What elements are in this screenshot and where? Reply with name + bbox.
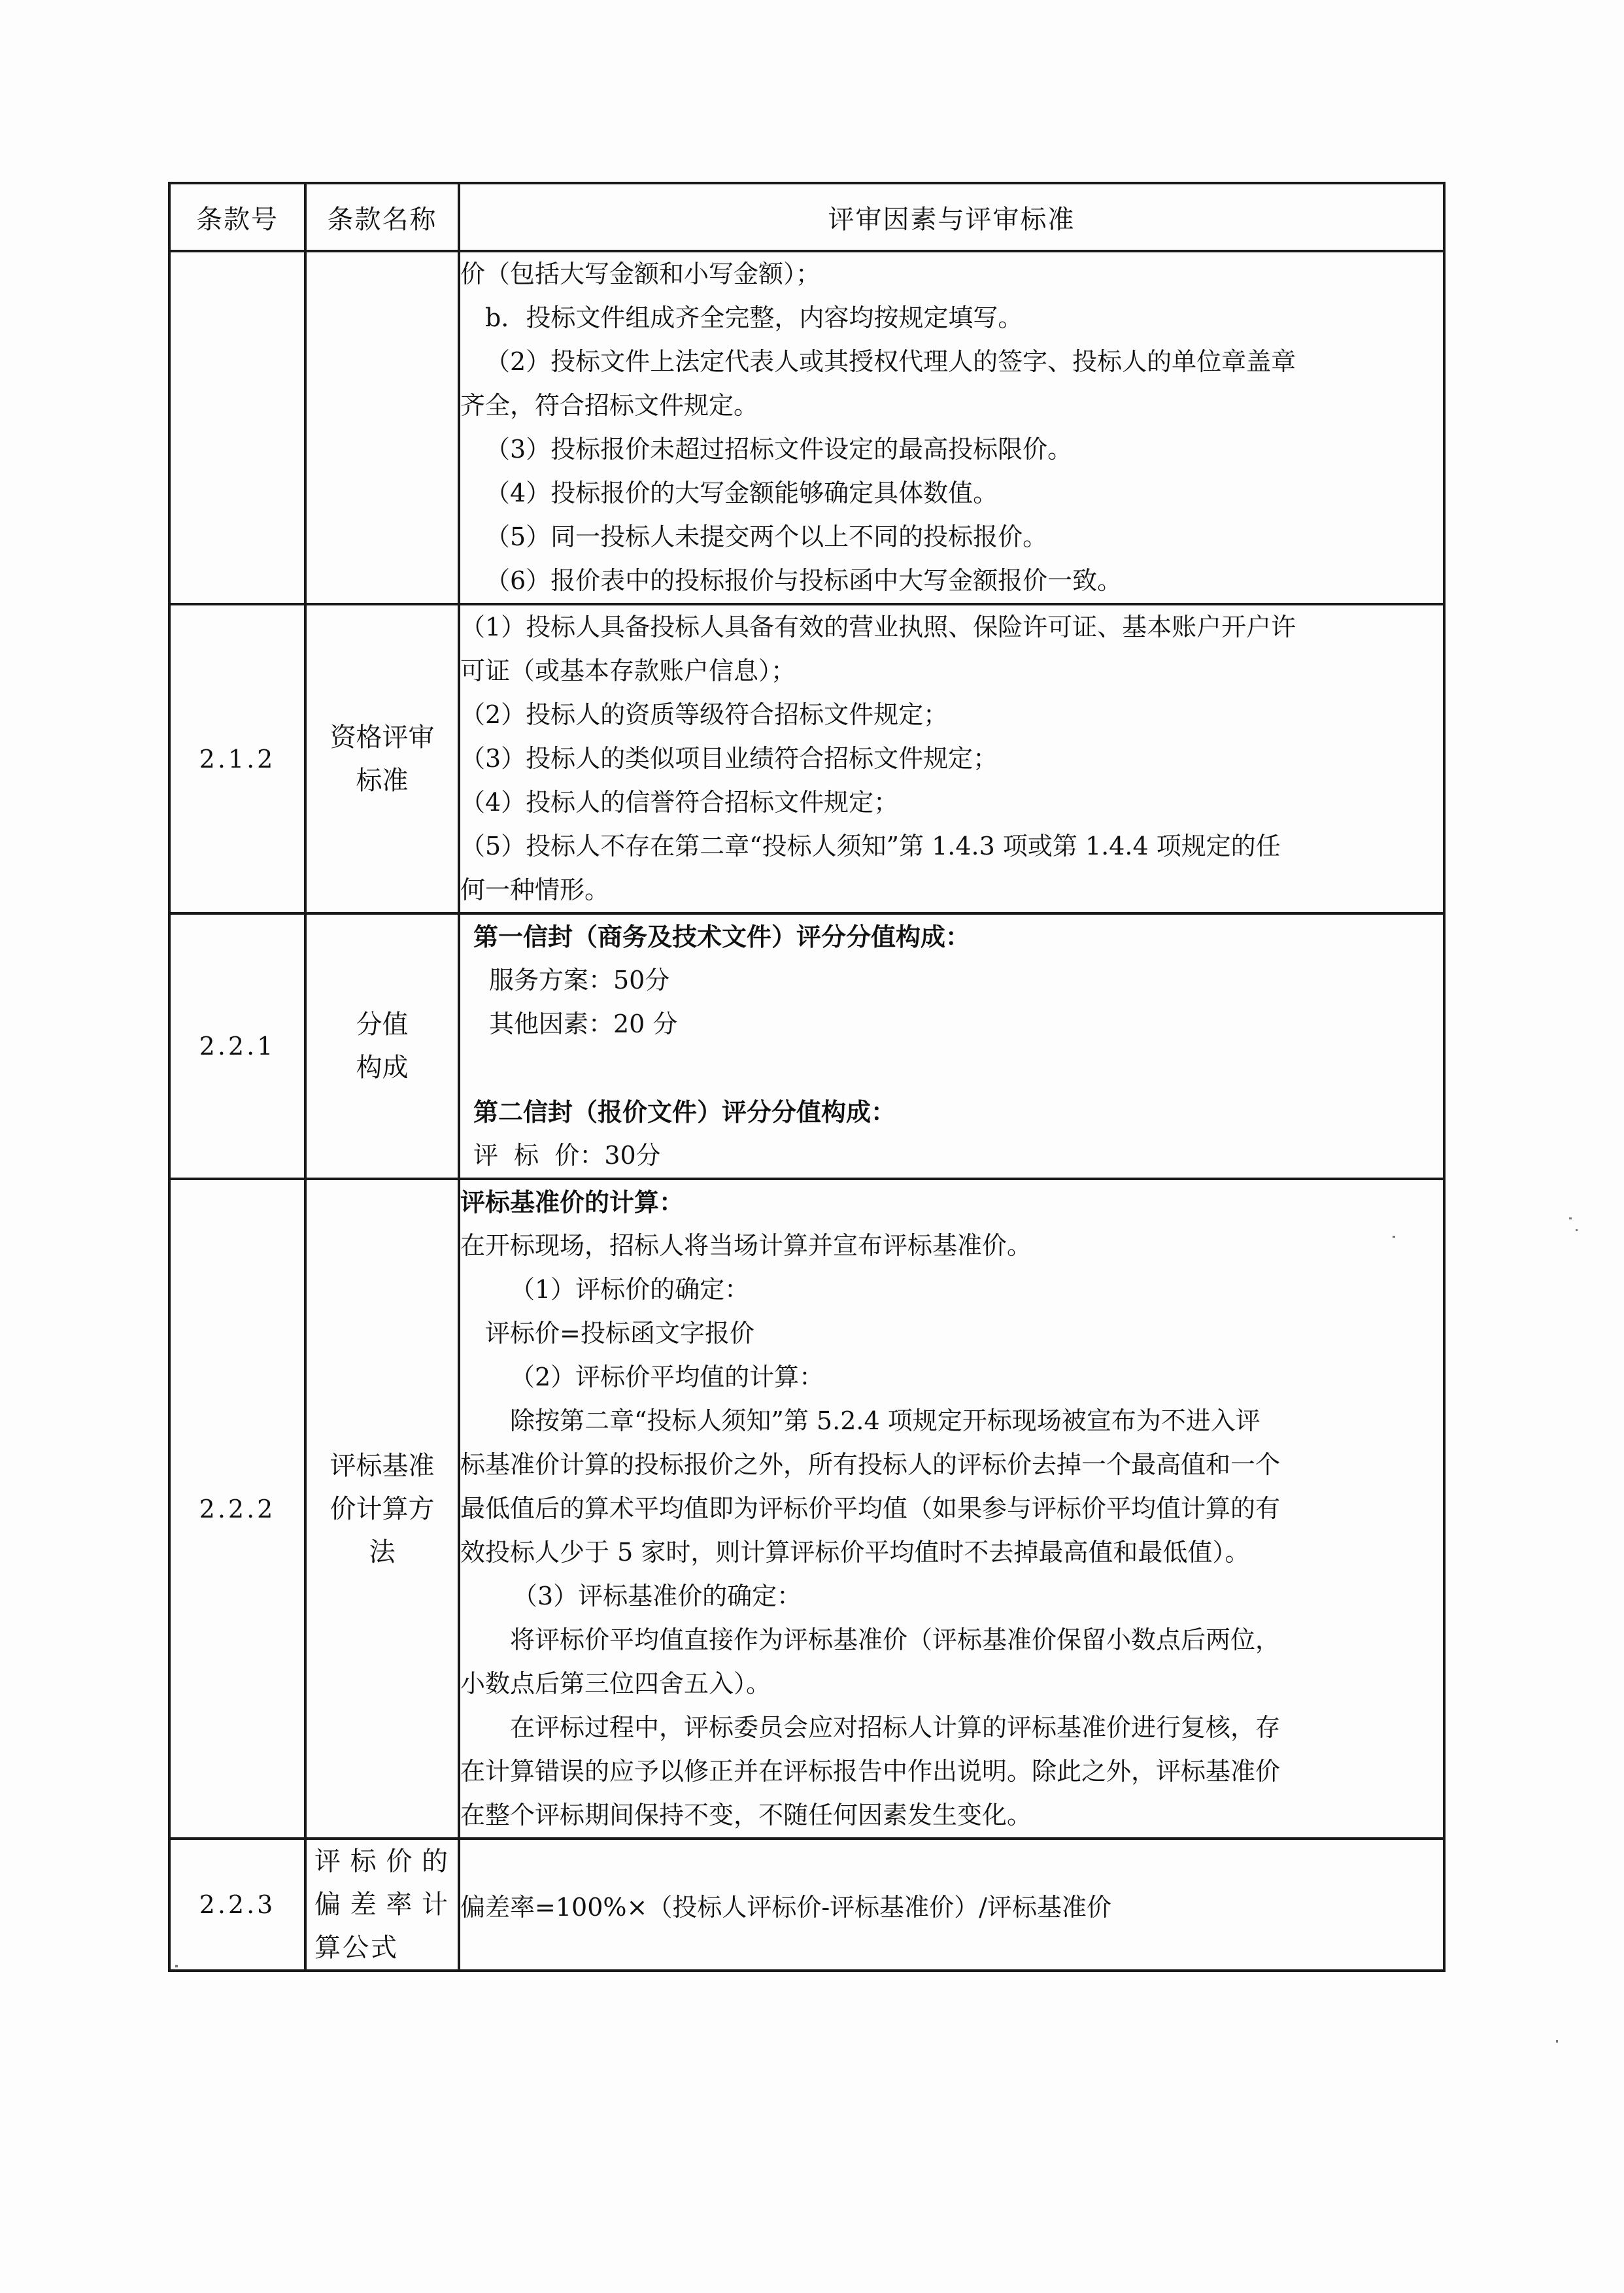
scan-speck [175, 1965, 178, 1967]
content-line: （2）投标人的资质等级符合招标文件规定； [460, 700, 949, 729]
deviation-formula: 偏差率=100%×（投标人评标价-评标基准价）/评标基准价 [459, 1839, 1444, 1971]
content-line: （1）投标人具备投标人具备有效的营业执照、保险许可证、基本账户开户许 [460, 613, 1296, 641]
content-line: 齐全，符合招标文件规定。 [460, 391, 759, 420]
clause-name [305, 913, 459, 1179]
content-line: 除按第二章“投标人须知”第 5.2.4 项规定开标现场被宣布为不进入评 [510, 1406, 1260, 1435]
clause-number: 2.2.2 [169, 1179, 305, 1839]
score-item: 服务方案：50分 [489, 966, 670, 994]
content-line: 价（包括大写金额和小写金额）； [460, 260, 821, 288]
score-item: 评 标 价：30分 [473, 1141, 661, 1170]
content-line: （2）评标价平均值的计算： [510, 1363, 824, 1391]
criteria-content [459, 1179, 1444, 1839]
content-line: （4）投标报价的大写金额能够确定具体数值。 [485, 479, 998, 507]
content-line: 在计算错误的应予以修正并在评标报告中作出说明。除此之外，评标基准价 [460, 1757, 1281, 1786]
score-heading: 第二信封（报价文件）评分分值构成： [473, 1097, 896, 1127]
clause-name-line: 评标价的 [314, 1846, 450, 1877]
header-clause-number: 条款号 [169, 183, 305, 251]
clause-number: 2.2.1 [169, 913, 305, 1179]
table-row [169, 1179, 1444, 1839]
content-line: 评标价=投标函文字报价 [485, 1319, 754, 1348]
table-header-row [169, 183, 1444, 251]
spacer [460, 1046, 1443, 1090]
content-line: 可证（或基本存款账户信息）； [460, 656, 796, 685]
clause-name [305, 1179, 459, 1839]
content-line: （3）评标基准价的确定： [513, 1582, 802, 1610]
content-line: 最低值后的算术平均值即为评标价平均值（如果参与评标价平均值计算的有 [460, 1494, 1281, 1523]
clause-name-line: 资格评审 [330, 722, 435, 753]
clause-name-line: 评标基准 [330, 1450, 435, 1481]
content-line: 效投标人少于 5 家时，则计算评标价平均值时不去掉最高值和最低值）。 [460, 1538, 1250, 1567]
clause-name [305, 251, 459, 604]
scan-speck [1393, 1236, 1395, 1238]
table-row [169, 1839, 1444, 1971]
criteria-content [459, 913, 1444, 1179]
table-row [169, 251, 1444, 604]
content-line: b．投标文件组成齐全完整，内容均按规定填写。 [485, 303, 1023, 332]
content-line: （1）评标价的确定： [510, 1275, 750, 1304]
scan-speck [1569, 1217, 1572, 1219]
clause-name [305, 1839, 459, 1971]
clause-name-line: 算公式 [314, 1933, 399, 1963]
clause-number [169, 251, 305, 604]
content-line: 在整个评标期间保持不变，不随任何因素发生变化。 [460, 1801, 1032, 1829]
clause-name-line: 偏差率计 [314, 1890, 450, 1920]
scan-speck [1576, 1229, 1578, 1231]
clause-number: 2.1.2 [169, 604, 305, 913]
clause-name-line: 标准 [356, 765, 409, 796]
content-line: 在开标现场，招标人将当场计算并宣布评标基准价。 [460, 1231, 1032, 1260]
header-clause-name: 条款名称 [305, 183, 459, 251]
content-line: 小数点后第三位四舍五入）。 [460, 1669, 771, 1698]
score-heading: 第一信封（商务及技术文件）评分分值构成： [473, 922, 971, 951]
content-line: （6）报价表中的投标报价与投标函中大写金额报价一致。 [485, 566, 1123, 595]
content-line: 标基准价计算的投标报价之外，所有投标人的评标价去掉一个最高值和一个 [460, 1450, 1281, 1479]
clause-name-line: 构成 [356, 1053, 409, 1083]
content-line: 将评标价平均值直接作为评标基准价（评标基准价保留小数点后两位， [510, 1625, 1281, 1654]
score-item: 其他因素：20 分 [489, 1010, 678, 1038]
method-heading: 评标基准价的计算： [460, 1187, 685, 1217]
criteria-content [459, 251, 1444, 604]
content-line: （2）投标文件上法定代表人或其授权代理人的签字、投标人的单位章盖章 [485, 347, 1296, 376]
header-evaluation-criteria: 评审因素与评审标准 [459, 183, 1444, 251]
clause-number: 2.2.3 [169, 1839, 305, 1971]
content-line: 何一种情形。 [460, 875, 610, 904]
content-line: （3）投标报价未超过招标文件设定的最高投标限价。 [485, 435, 1073, 464]
content-line: （3）投标人的类似项目业绩符合招标文件规定； [460, 744, 998, 773]
clause-name [305, 604, 459, 913]
table-row [169, 913, 1444, 1179]
clause-name-line: 法 [369, 1537, 396, 1567]
table-row [169, 604, 1444, 913]
content-line: 在评标过程中，评标委员会应对招标人计算的评标基准价进行复核，存 [510, 1713, 1281, 1742]
scan-speck [1556, 2040, 1558, 2043]
clause-name-line: 价计算方 [330, 1493, 435, 1524]
content-line: （5）同一投标人未提交两个以上不同的投标报价。 [485, 522, 1048, 551]
criteria-content [459, 604, 1444, 913]
evaluation-criteria-table [168, 182, 1446, 1972]
content-line: （4）投标人的信誉符合招标文件规定； [460, 788, 899, 817]
clause-name-line: 分值 [356, 1010, 409, 1040]
content-line: （5）投标人不存在第二章“投标人须知”第 1.4.3 项或第 1.4.4 项规定的任 [460, 832, 1281, 860]
